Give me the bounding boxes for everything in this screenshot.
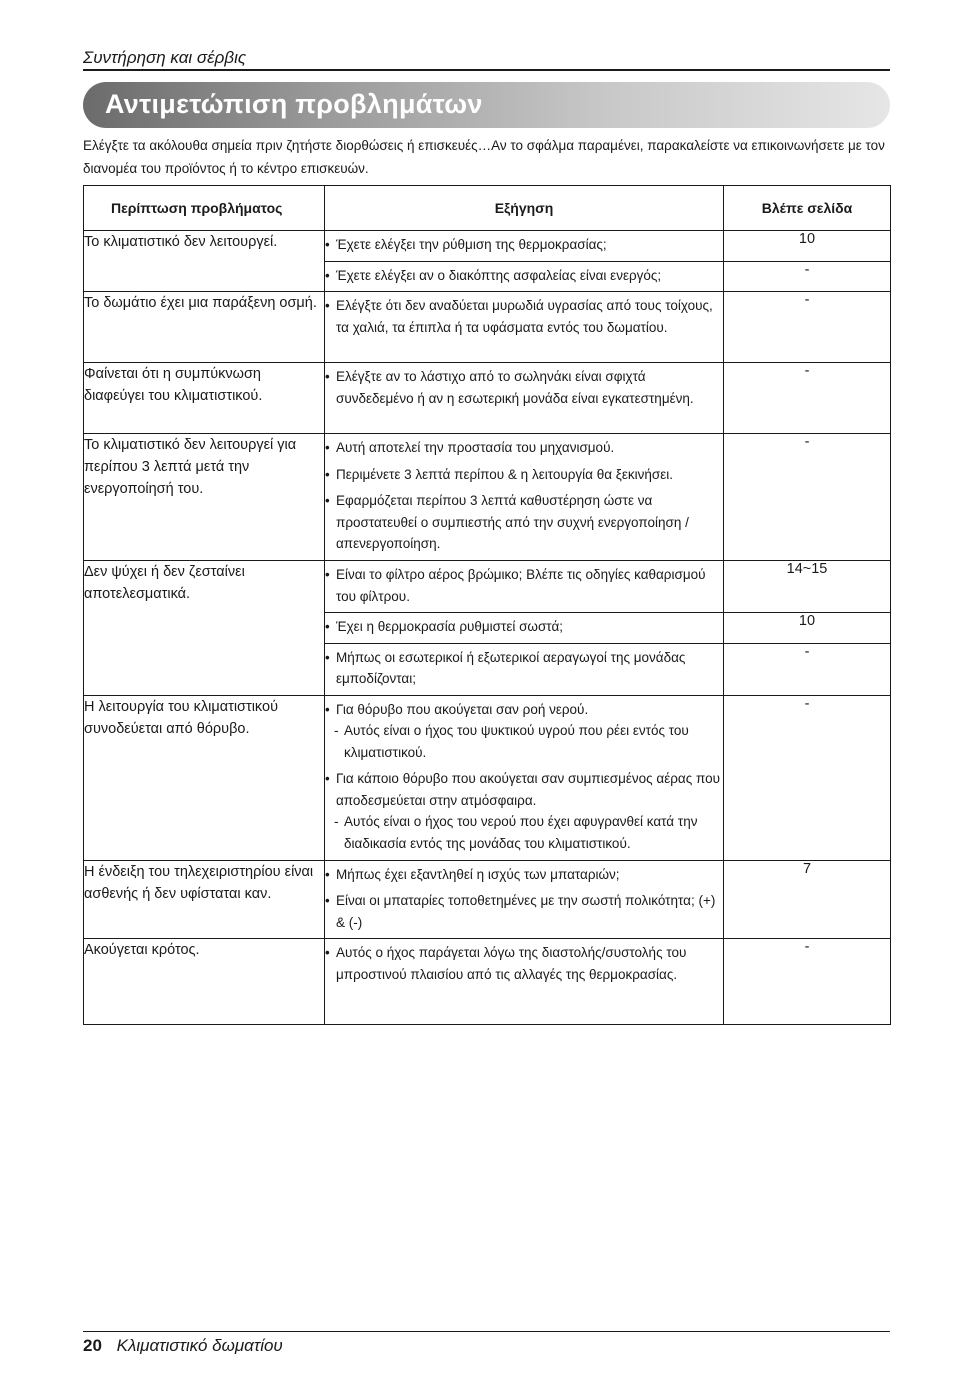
page-ref-cell: 14~15	[724, 561, 891, 613]
page-ref-cell: -	[724, 261, 891, 292]
table-row	[84, 231, 891, 262]
table-row	[84, 363, 891, 434]
top-divider	[83, 69, 890, 71]
bottom-divider	[83, 1331, 890, 1332]
explanation-cell	[325, 261, 724, 292]
page-footer	[83, 1336, 283, 1356]
bullet-item: • Για θόρυβο που ακούγεται σαν ροή νερού.	[325, 699, 723, 721]
page-title: Αντιμετώπιση προβλημάτων	[105, 89, 483, 119]
problem-cell: Φαίνεται ότι η συμπύκνωση διαφεύγει του κλιματιστικού.	[84, 363, 325, 434]
column-header-problem: Περίπτωση προβλήματος	[84, 186, 325, 231]
explanation-cell	[325, 695, 724, 860]
problem-cell: Το κλιματιστικό δεν λειτουργεί.	[84, 231, 325, 292]
explanation-cell	[325, 939, 724, 1025]
bullet-item: • Έχετε ελέγξει την ρύθμιση της θερμοκρασίας;	[325, 234, 723, 256]
explanation-cell	[325, 860, 724, 939]
page-ref-cell: -	[724, 695, 891, 860]
bullet-item: • Ελέγξτε ότι δεν αναδύεται μυρωδιά υγρασίας από τους τοίχους, τα χαλιά, τα έπιπλα ή τα υφάσματα εντός του δωματίου.	[325, 295, 723, 338]
problem-cell: Η ένδειξη του τηλεχειριστηρίου είναι ασθενής ή δεν υφίσταται καν.	[84, 860, 325, 939]
page-ref-cell: -	[724, 292, 891, 363]
troubleshooting-table	[83, 185, 891, 1025]
intro-text: Ελέγξτε τα ακόλουθα σημεία πριν ζητήστε διορθώσεις ή επισκευές…Αν το σφάλμα παραμένει, παρακαλείστε να επικοινωνήσετε με τον διανομέα του προϊόντος ή το κέντρο επισκευών.	[83, 138, 885, 176]
bullet-item: • Για κάποιο θόρυβο που ακούγεται σαν συμπιεσμένος αέρας που αποδεσμεύεται στην ατμόσφαιρα.	[325, 768, 723, 811]
page-ref-cell: -	[724, 643, 891, 695]
page-number: 20	[83, 1336, 102, 1355]
sub-item: - Αυτός είναι ο ήχος του ψυκτικού υγρού που ρέει εντός του κλιματιστικού.	[325, 720, 723, 763]
page-ref-cell: 10	[724, 613, 891, 644]
bullet-item: • Εφαρμόζεται περίπου 3 λεπτά καθυστέρηση ώστε να προστατευθεί ο συμπιεστής από την συχνή ενεργοποίηση / απενεργοποίηση.	[325, 490, 723, 555]
bullet-item: • Είναι το φίλτρο αέρος βρώμικο; Βλέπε τις οδηγίες καθαρισμού του φίλτρου.	[325, 564, 723, 607]
page-ref-cell: 10	[724, 231, 891, 262]
table-row	[84, 561, 891, 613]
table-row	[84, 695, 891, 860]
page-ref-cell: -	[724, 939, 891, 1025]
explanation-cell	[325, 434, 724, 561]
footer-title: Κλιματιστικό δωματίου	[116, 1336, 283, 1355]
problem-cell: Το δωμάτιο έχει μια παράξενη οσμή.	[84, 292, 325, 363]
explanation-cell	[325, 292, 724, 363]
column-header-page: Βλέπε σελίδα	[724, 186, 891, 231]
problem-cell: Το κλιματιστικό δεν λειτουργεί για περίπου 3 λεπτά μετά την ενεργοποίησή του.	[84, 434, 325, 561]
table-header-row	[84, 186, 891, 231]
bullet-item: • Έχετε ελέγξει αν ο διακόπτης ασφαλείας είναι ενεργός;	[325, 265, 723, 287]
bullet-item: • Ελέγξτε αν το λάστιχο από το σωληνάκι είναι σφιχτά συνδεδεμένο ή αν η εσωτερική μονάδα είναι εγκατεστημένη.	[325, 366, 723, 409]
sub-item: - Αυτός είναι ο ήχος του νερού που έχει αφυγρανθεί κατά την διαδικασία εντός της μονάδας του κλιματιστικού.	[325, 811, 723, 854]
bullet-item: • Αυτή αποτελεί την προστασία του μηχανισμού.	[325, 437, 723, 459]
page-ref-cell: -	[724, 434, 891, 561]
bullet-item: • Έχει η θερμοκρασία ρυθμιστεί σωστά;	[325, 616, 723, 638]
table-row	[84, 292, 891, 363]
bullet-item: • Περιμένετε 3 λεπτά περίπου & η λειτουργία θα ξεκινήσει.	[325, 464, 723, 486]
explanation-cell	[325, 643, 724, 695]
explanation-cell	[325, 561, 724, 613]
explanation-cell	[325, 363, 724, 434]
table-row	[84, 939, 891, 1025]
problem-cell: Δεν ψύχει ή δεν ζεσταίνει αποτελεσματικά.	[84, 561, 325, 696]
page-ref-cell: 7	[724, 860, 891, 939]
bullet-item: • Είναι οι μπαταρίες τοποθετημένες με την σωστή πολικότητα; (+) & (-)	[325, 890, 723, 933]
table-row	[84, 860, 891, 939]
page-ref-cell: -	[724, 363, 891, 434]
explanation-cell	[325, 231, 724, 262]
title-banner	[83, 82, 890, 128]
bullet-item: • Αυτός ο ήχος παράγεται λόγω της διαστολής/συστολής του μπροστινού πλαισίου από τις αλλαγές της θερμοκρασίας.	[325, 942, 723, 985]
table-row	[84, 434, 891, 561]
bullet-item: • Μήπως οι εσωτερικοί ή εξωτερικοί αεραγωγοί της μονάδας εμποδίζονται;	[325, 647, 723, 690]
problem-cell: Ακούγεται κρότος.	[84, 939, 325, 1025]
section-label: Συντήρηση και σέρβις	[83, 48, 247, 67]
column-header-explanation: Εξήγηση	[325, 186, 724, 231]
problem-cell: Η λειτουργία του κλιματιστικού συνοδεύεται από θόρυβο.	[84, 695, 325, 860]
explanation-cell	[325, 613, 724, 644]
bullet-item: • Μήπως έχει εξαντληθεί η ισχύς των μπαταριών;	[325, 864, 723, 886]
